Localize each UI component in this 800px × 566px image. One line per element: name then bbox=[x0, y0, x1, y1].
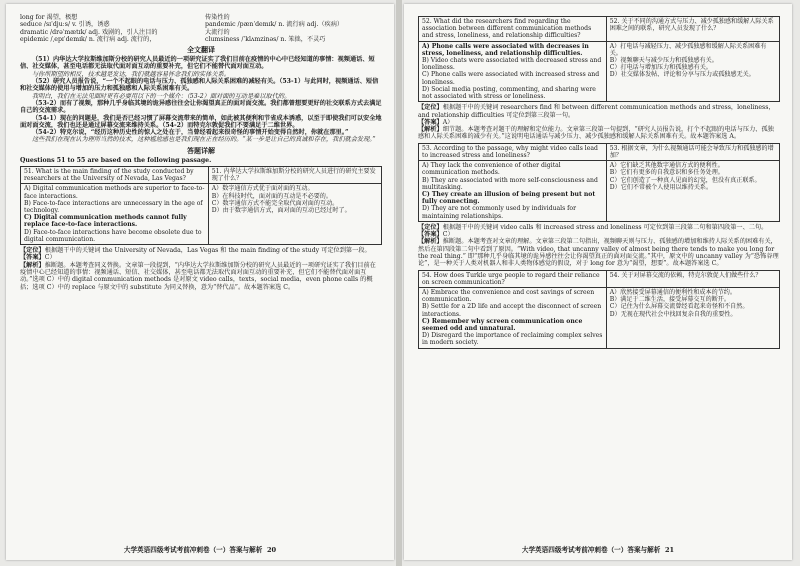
vocab-item: 大流行的 bbox=[205, 28, 230, 36]
explain-label: 【解析】 bbox=[418, 126, 443, 134]
explain-text: 细节题。本题考查对题干的理解和定位能力。文章第三段第一句提到，“研究人员报告说，打个不起眼的电话与压力、孤独感和人际关系困难的减少有关。”这说明电话通话与减少压力、减少孤独感和缓解人际关系困难有关。故本题答案选 A。 bbox=[418, 126, 774, 141]
option-a: A）打电话与减轻压力、减少孤独感和缓解人际关系困难有关。 bbox=[609, 42, 767, 57]
translation-paragraph: （52）研究人员报告说，“一个不起眼的电话与压力、孤独感和人际关系困难的减轻有关。（53-1）与此同时，视频通话、短信和社交媒体的使用与增加的压力和孤独感和人际关系困难有关。 bbox=[20, 78, 379, 93]
vocab-item: dramatic /drəˈmætɪk/ adj. 戏剧的，引人注目的 bbox=[20, 28, 158, 36]
vocab-item: seduce /sɪˈdjuːs/ v. 引诱，诱惑 bbox=[20, 21, 110, 29]
option-c: C) Phone calls were associated with increased stress and loneliness. bbox=[422, 71, 600, 86]
explain-text: 推断题。本题考查同义替换。文章第一段提到，“内华达大学拉斯维加斯分校的研究人员最近的一项研究证实了我们目前在疫情中心已经知道的事情：视频通话、短信、社交媒体，甚至电话都无法取代面对面互动的重要补充，但它们不能替代面对面互动。”选项 C）中的 digital communication methods 是对原文 video calls，texts，social media，even phone calls 的概括；选项 C）中的 replace 与原文中的 substitute 为同义替换，意为“替代品”。故本题答案选 C。 bbox=[20, 261, 376, 291]
explain-note bbox=[418, 126, 780, 141]
translation-paragraph: （54-2）特克尔说，“经历这种历史性的惊人之处在于，当曾经看起来很奇怪的事情开始变得自然时，你就在那里。” bbox=[32, 129, 349, 137]
option-d: D）社交媒体发帖、评论和分享与压力或孤独感无关。 bbox=[609, 71, 755, 79]
option-a: A）欣然接受屏幕通信的便利性和成本的节约。 bbox=[609, 288, 736, 296]
question-52-options-en bbox=[419, 41, 607, 102]
option-c: C）它们创造了一种真人见面的幻觉，但没有真正联系。 bbox=[609, 176, 761, 184]
question-54-zh: 54. 关于对屏幕交流的依赖，特克尔敦促人们做些什么？ bbox=[606, 270, 779, 287]
option-b: B) Settle for a 2D life and accept the disconnect of screen interactions. bbox=[422, 303, 602, 318]
locate-note bbox=[20, 247, 382, 254]
vocab-item: long for 渴望，极想 bbox=[20, 14, 78, 21]
locate-label: 【定位】 bbox=[418, 104, 443, 112]
option-c: C）数字通信方式不能完全取代面对面的互动。 bbox=[211, 199, 339, 207]
question-54-table bbox=[418, 270, 780, 349]
question-51-options-en bbox=[21, 184, 209, 245]
explain-label: 【解析】 bbox=[20, 261, 45, 269]
option-a: A) They lack the convenience of other digital communication methods. bbox=[422, 162, 561, 177]
vocab-item: epidemic /ˌepɪˈdemɪk/ n. 流行病 adj. 流行的， bbox=[20, 35, 156, 43]
answer-text: A） bbox=[442, 118, 454, 126]
translation-paragraph: 这些我们在现在认为理所当然的技术，这种尴尬感也是我们现在正在经历的。“某一步是让自己的真诚和存在，我们就会发现。” bbox=[32, 136, 376, 144]
option-d: D) They are not commonly used by individuals for maintaining relationships. bbox=[422, 205, 577, 220]
translation-paragraph: （51）内华达大学拉斯维加斯分校的研究人员最近的一项研究证实了我们目前在疫情的中心中已经知道的事情：视频通话、短信、社交媒体，甚至电话都无法取代面对面互动的重要补充，但它们不能替代面对面互动。 bbox=[20, 56, 375, 71]
question-53-table bbox=[418, 143, 780, 222]
option-c: C）记住为什么屏幕交流曾经看起来奇怪和不自然。 bbox=[609, 303, 749, 311]
left-page bbox=[6, 4, 394, 560]
question-51-options-zh bbox=[208, 184, 381, 245]
option-b: B) Face-to-face interactions are unnecessary in the age of technology. bbox=[24, 199, 203, 215]
option-b: B）它们有更多的自我意识和多任务处理。 bbox=[609, 169, 724, 177]
footer-title: 大学英语四级考试考前冲刺卷（一）答案与解析 bbox=[123, 546, 263, 554]
question-54-en: 54. How does Turkle urge people to regard their reliance on screen communication? bbox=[419, 270, 607, 287]
option-b: B) They are associated with more self-consciousness and multitasking. bbox=[422, 176, 598, 191]
page-footer bbox=[404, 544, 792, 554]
option-a: A）数字通信方式优于面对面的互动。 bbox=[211, 185, 314, 193]
section-title-translation: 全文翻译 bbox=[187, 45, 215, 55]
answer-text: C） bbox=[44, 254, 56, 262]
vocab-item: clumsiness /ˈklʌmzinəs/ n. 笨拙，不灵巧 bbox=[205, 35, 326, 43]
section-title-answers: 答题详解 bbox=[187, 145, 215, 155]
locate-text: 根据题干中的关键词 the University of Nevada，Las Vegas 和 the main finding of the study 可定位到第一段。 bbox=[44, 247, 371, 255]
option-a: A) Digital communication methods are superior to face-to-face interactions. bbox=[24, 185, 205, 200]
explain-note bbox=[418, 238, 780, 267]
option-c: C) Remember why screen communication once seemed odd and unnatural. bbox=[422, 317, 583, 332]
answer-label: 【答案】 bbox=[20, 254, 45, 262]
question-53-options-en bbox=[419, 161, 607, 222]
explain-label: 【解析】 bbox=[418, 238, 443, 246]
question-53-options-zh bbox=[606, 161, 779, 222]
option-d: D) Disregard the importance of reclaiming complex selves in modern society. bbox=[422, 332, 603, 347]
question-52-table bbox=[418, 16, 780, 102]
answer-label: 【答案】 bbox=[418, 231, 443, 239]
option-d: D）它们不常被个人使用以维持关系。 bbox=[609, 183, 713, 191]
question-53-en: 53. According to the passage, why might video calls lead to increased stress and loneliness? bbox=[419, 143, 607, 160]
question-54-options-zh bbox=[606, 287, 779, 348]
question-51-en: 51. What is the main finding of the study conducted by researchers at the University of Nevada, Las Vegas? bbox=[21, 167, 209, 184]
option-d: D) Social media posting, commenting, and sharing were not associated with stress or loneliness. bbox=[422, 85, 596, 101]
option-b: B) Video chats were associated with decreased stress and loneliness. bbox=[422, 57, 602, 72]
explain-text: 推断题。本题考查对文章的理解。文章第三段第二句指出，视频聊天则与压力、孤独感的增加和维持人际关系的困难有关，然后在第四段第二句中看到了原因。“With video, that uncanny valley of almost being there tends to make you long for the real thing.” 即“那种几乎身临其境的诡异感往往会让你渴望真正的面对面交流。”其中，原文中的 uncanny valley 为“恐怖谷理论”，是一种关于人类对机器人和非人类物体感觉的假设，对于 long for 意为“渴望，想要”。故本题答案选 C。 bbox=[418, 238, 779, 268]
translation-paragraph: （54-1）现在的问题是，我们是否已经习惯了屏幕交流带来的简单，如此被其便利和节省成本诱惑，以至于即使我们可以安全地面对面交流，我们也还是通过屏幕交流来维持关系。（54-2）而特克尔敦促我们不要满足于二维世界。 bbox=[20, 114, 382, 129]
option-b: B）在科技时代，面对面的互动是不必要的。 bbox=[211, 192, 332, 200]
question-53-zh: 53. 根据文章，为什么视频通话可能会导致压力和孤独感的增加？ bbox=[606, 143, 779, 160]
locate-text: 根据题干中的关键词 researchers find 和 between different communication methods and stress，loneliness，and relationship difficulties 可定位到第三段第一句。 bbox=[418, 104, 775, 119]
option-b: B）满足于二维生活，接受屏幕交互的断开。 bbox=[609, 296, 730, 304]
translation-paragraph: 我明白，我们在无法见面时更有必要用以下的一个媒介：（53-2）面对面的互动是难以取代的。 bbox=[32, 92, 291, 100]
translation-paragraph: （53-2）而有了视频，那种几乎身临其境的诡异感往往会让你渴望真正的面对面交流。我们都曾想要更好的社交联系方式去满足自己的交流需求。 bbox=[20, 99, 382, 115]
option-d: D）无视在现代社会中找回复杂自我的重要性。 bbox=[609, 310, 737, 318]
option-d: D）由于数字通信方式，面对面的互动已经过时了。 bbox=[211, 207, 351, 215]
vocab-list bbox=[20, 14, 382, 43]
option-a: A) Phone calls were associated with decreases in stress, loneliness, and relationship difficulties. bbox=[422, 42, 589, 57]
question-51-table bbox=[20, 166, 382, 245]
option-a: A）它们缺乏其他数字通信方式的便利性。 bbox=[609, 162, 724, 170]
locate-text: 根据题干中的关键词 video calls 和 increased stress and loneliness 可定位到第三段第二句和第四段第一、二句。 bbox=[442, 223, 768, 231]
option-c: C) They create an illusion of being present but not fully connecting. bbox=[422, 190, 596, 206]
footer-title: 大学英语四级考试考前冲刺卷（一）答案与解析 bbox=[521, 546, 661, 554]
page-number: 20 bbox=[266, 546, 277, 554]
locate-note bbox=[418, 104, 780, 119]
question-52-options-zh bbox=[606, 41, 779, 102]
question-54-options-en bbox=[419, 287, 607, 348]
explain-note bbox=[20, 262, 382, 291]
vocab-item: pandemic /pænˈdemɪk/ n. 流行病 adj.（疾病） bbox=[205, 21, 344, 29]
option-a: A) Embrace the convenience and cost savings of screen communication. bbox=[422, 288, 595, 304]
vocab-item: 传染性的 bbox=[205, 14, 230, 21]
option-c: C）打电话与增加压力和孤独感有关。 bbox=[609, 64, 712, 72]
option-c: C) Digital communication methods cannot fully replace face-to-face interactions. bbox=[24, 214, 187, 229]
question-52-zh: 52. 关于不同的沟通方式与压力、减少孤独感和缓解人际关系困难之间的联系，研究人员发现了什么？ bbox=[606, 17, 779, 42]
question-52-en: 52. What did the researchers find regarding the association between different communication methods and stress, loneliness, and relationship difficulties? bbox=[419, 17, 607, 42]
option-b: B）视频聊天与减少压力和孤独感有关。 bbox=[609, 57, 718, 65]
book-gutter bbox=[396, 0, 402, 566]
locate-label: 【定位】 bbox=[418, 223, 443, 231]
answer-label: 【答案】 bbox=[418, 118, 443, 126]
translation-paragraph: 与你所期望的相反，技术越是发达，我们就越容易怀念我们的实体关系。 bbox=[32, 70, 230, 78]
questions-intro: Questions 51 to 55 are based on the following passage. bbox=[20, 156, 212, 164]
answer-text: C） bbox=[442, 231, 454, 239]
locate-label: 【定位】 bbox=[20, 247, 45, 255]
page-number: 21 bbox=[664, 546, 675, 554]
right-page bbox=[404, 4, 792, 560]
question-51-zh: 51. 内华达大学拉斯维加斯分校的研究人员进行的研究主要发现了什么？ bbox=[208, 167, 381, 184]
option-d: D) Face-to-face interactions have become obsolete due to digital communication. bbox=[24, 228, 202, 243]
page-footer bbox=[6, 544, 394, 554]
locate-note bbox=[418, 224, 780, 231]
answer-note bbox=[20, 254, 382, 261]
